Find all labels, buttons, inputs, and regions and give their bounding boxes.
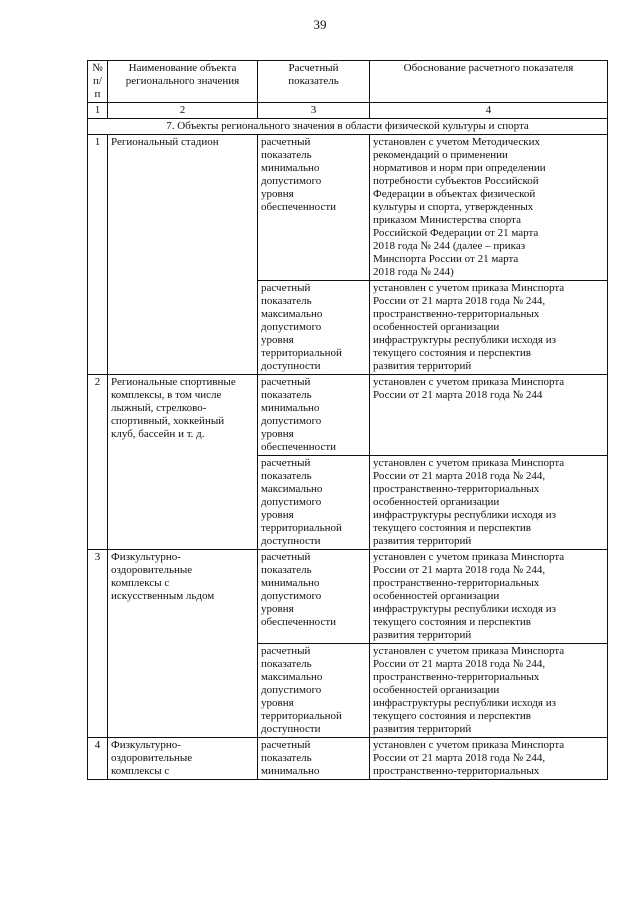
header-name [108, 61, 258, 103]
object-name-text: Физкультурно- оздоровительные комплексы с [111, 739, 193, 777]
indicator-cell [258, 281, 370, 375]
basis-text: установлен с учетом приказа Минспорта России от 21 марта 2018 года № 244, пространственно-территориальных особенностей организации инфраструктуры республики исходя из текущего состояния и перспектив развития территорий [373, 457, 565, 547]
header-indicator [258, 61, 370, 103]
table-row [88, 550, 608, 644]
object-name [108, 738, 258, 780]
table-row [88, 738, 608, 780]
basis-text: установлен с учетом приказа Минспорта России от 21 марта 2018 года № 244, пространственно-территориальных особенностей организации инфраструктуры республики исходя из текущего состояния и перспектив развития территорий [373, 282, 565, 372]
object-name-text: Физкультурно- оздоровительные комплексы с искусственным льдом [111, 551, 215, 602]
indicator-text: расчетный показатель минимально [261, 739, 320, 777]
indicator-text: расчетный показатель максимально допустимого уровня территориальной доступности [261, 457, 342, 547]
header-basis [370, 61, 608, 103]
column-number: 2 [108, 103, 258, 119]
basis-text: установлен с учетом приказа Минспорта России от 21 марта 2018 года № 244, пространственно-территориальных особенностей организации инфраструктуры республики исходя из текущего состояния и перспектив развития территорий [373, 551, 565, 641]
basis-cell [370, 135, 608, 281]
regional-objects-table [87, 60, 608, 780]
object-name [108, 550, 258, 738]
indicator-cell [258, 135, 370, 281]
table-row [88, 135, 608, 281]
basis-cell [370, 456, 608, 550]
indicator-cell [258, 456, 370, 550]
object-name [108, 135, 258, 375]
table-row [88, 375, 608, 456]
row-number: 1 [88, 135, 108, 375]
column-number-row [88, 103, 608, 119]
header-indicator-text: Расчетный показатель [288, 62, 339, 87]
indicator-text: расчетный показатель минимально допустимого уровня обеспеченности [261, 376, 337, 453]
object-name [108, 375, 258, 550]
section-title: 7. Объекты регионального значения в области физической культуры и спорта [88, 119, 608, 135]
basis-cell [370, 281, 608, 375]
object-name-text: Региональный стадион [111, 136, 219, 148]
basis-cell [370, 375, 608, 456]
row-number: 2 [88, 375, 108, 550]
header-name-text: Наименование объекта регионального значения [125, 62, 240, 87]
column-number: 1 [88, 103, 108, 119]
indicator-text: расчетный показатель минимально допустимого уровня обеспеченности [261, 136, 337, 213]
basis-text: установлен с учетом приказа Минспорта России от 21 марта 2018 года № 244, пространственно-территориальных [373, 739, 565, 777]
table-header-row [88, 61, 608, 103]
indicator-text: расчетный показатель максимально допустимого уровня территориальной доступности [261, 282, 342, 372]
header-num [88, 61, 108, 103]
basis-cell [370, 550, 608, 644]
row-number: 3 [88, 550, 108, 738]
indicator-cell [258, 550, 370, 644]
header-basis-text: Обоснование расчетного показателя [403, 62, 574, 74]
page-number: 39 [313, 17, 327, 32]
row-number: 4 [88, 738, 108, 780]
indicator-cell [258, 644, 370, 738]
basis-text: установлен с учетом Методических рекомендаций о применении нормативов и норм при определении потребности субъектов Российской Федерации в объектах физической культуры и спорта, утвержденных приказом Министерства спорта Российской Федерации от 21 марта 2018 года № 244 (далее – приказ Минспорта России от 21 марта 2018 года № 244) [373, 136, 546, 278]
indicator-text: расчетный показатель максимально допустимого уровня территориальной доступности [261, 645, 342, 735]
basis-text: установлен с учетом приказа Минспорта России от 21 марта 2018 года № 244, пространственно-территориальных особенностей организации инфраструктуры республики исходя из текущего состояния и перспектив развития территорий [373, 645, 565, 735]
indicator-cell [258, 375, 370, 456]
basis-text: установлен с учетом приказа Минспорта России от 21 марта 2018 года № 244 [373, 376, 565, 401]
column-number: 4 [370, 103, 608, 119]
basis-cell [370, 738, 608, 780]
basis-cell [370, 644, 608, 738]
section-row [88, 119, 608, 135]
indicator-cell [258, 738, 370, 780]
column-number: 3 [258, 103, 370, 119]
indicator-text: расчетный показатель минимально допустимого уровня обеспеченности [261, 551, 337, 628]
header-num-text: № п/п [92, 62, 103, 100]
object-name-text: Региональные спортивные комплексы, в том числе лыжный, стрелково- спортивный, хоккейный клуб, бассейн и т. д. [111, 376, 236, 440]
